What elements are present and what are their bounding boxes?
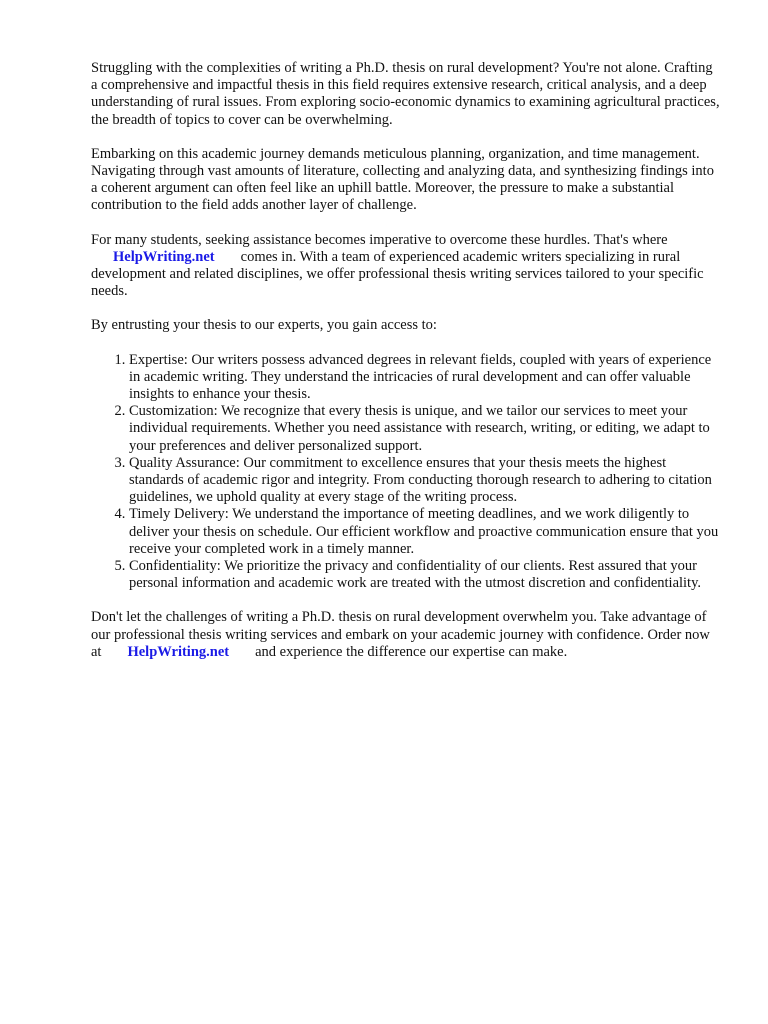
document-page	[91, 60, 721, 678]
closing-text-after: and experience the difference our expertise can make.	[255, 643, 568, 660]
journey-paragraph: Embarking on this academic journey demands meticulous planning, organization, and time management. Navigating through vast amounts of literature, collecting and analyzing data, and synthesizing findings into a coherent argument can often feel like an uphill battle. Moreover, the pressure to make a substantial contribution to the field adds another layer of challenge.	[91, 145, 714, 214]
benefits-list	[91, 352, 721, 593]
assistance-paragraph	[91, 232, 721, 301]
assistance-text-before: For many students, seeking assistance becomes imperative to overcome these hurdles. That's where	[91, 231, 668, 248]
list-item: 4. Timely Delivery: We understand the importance of meeting deadlines, and we work diligently to deliver your thesis on schedule. Our efficient workflow and proactive communication ensure that you receive your completed work in a timely manner.	[129, 506, 721, 558]
closing-paragraph	[91, 609, 721, 661]
list-item: 3. Quality Assurance: Our commitment to excellence ensures that your thesis meets the highest standards of academic rigor and integrity. From conducting thorough research to adhering to citation guidelines, we uphold quality at every stage of the writing process.	[129, 455, 721, 507]
assistance-text-after: comes in. With a team of experienced academic writers specializing in rural development and related disciplines, we offer professional thesis writing services tailored to your specific needs.	[91, 248, 704, 300]
list-item: 5. Confidentiality: We prioritize the privacy and confidentiality of our clients. Rest assured that your personal information and academic work are treated with the utmost discretion and confidentiality.	[129, 558, 721, 592]
list-item: 2. Customization: We recognize that every thesis is unique, and we tailor our services to meet your individual requirements. Whether you need assistance with research, writing, or editing, we adapt to your preferences and deliver personalized support.	[129, 403, 721, 455]
list-item: 1. Expertise: Our writers possess advanced degrees in relevant fields, coupled with years of experience in academic writing. They understand the intricacies of rural development and can offer valuable insights to enhance your thesis.	[129, 352, 721, 404]
intro-paragraph: Struggling with the complexities of writing a Ph.D. thesis on rural development? You're not alone. Crafting a comprehensive and impactful thesis in this field requires extensive research, critical analysis, and a deep understanding of rural issues. From exploring socio-economic dynamics to examining agricultural practices, the breadth of topics to cover can be overwhelming.	[91, 60, 720, 128]
benefits-intro-paragraph: By entrusting your thesis to our experts, you gain access to:	[91, 317, 437, 334]
helpwriting-link[interactable]: HelpWriting.net	[127, 643, 230, 660]
helpwriting-link[interactable]: HelpWriting.net	[113, 248, 215, 265]
closing-text-before: Don't let the challenges of writing a Ph.D. thesis on rural development overwhelm you. Take advantage of our professional thesis writing services and embark on your academic journey with confidence. Order now at	[91, 609, 710, 660]
